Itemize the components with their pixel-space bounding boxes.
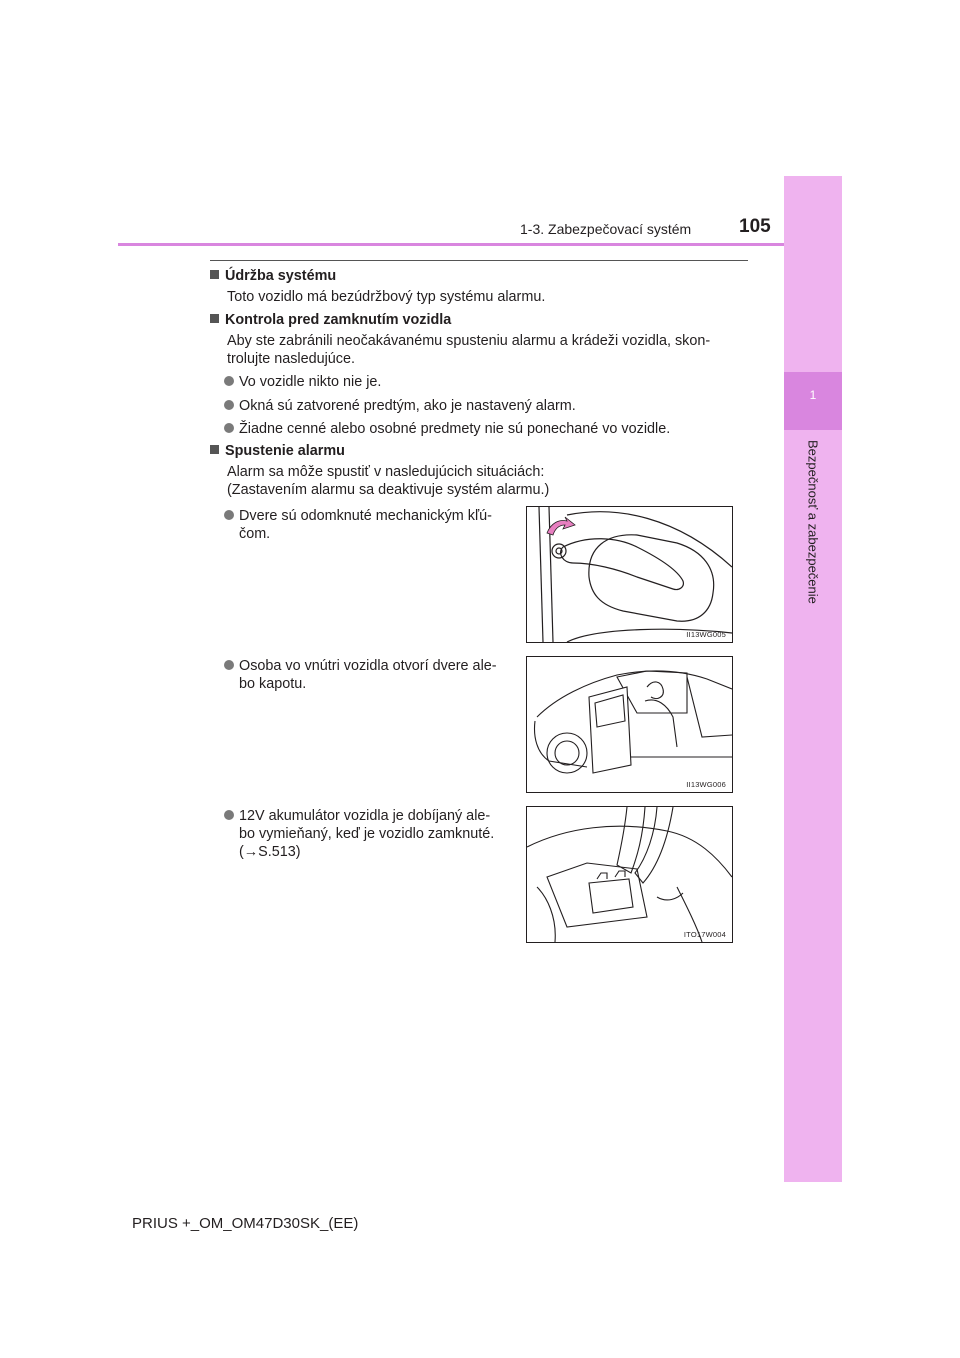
square-bullet-icon [210, 314, 219, 323]
item-person-inside-line2: bo kapotu. [239, 676, 307, 692]
heading-check-before-lock: Kontrola pred zamknutím vozidla [210, 310, 451, 330]
open-door-illustration [527, 657, 732, 792]
chapter-title-vertical [784, 440, 842, 640]
round-bullet-icon [224, 400, 234, 410]
figure-code: II13WG006 [686, 780, 726, 789]
heading-alarm-trigger: Spustenie alarmu [210, 441, 345, 461]
figure-door-handle [526, 506, 733, 643]
item-person-inside-line1: Osoba vo vnútri vozidla otvorí dvere ale- [224, 656, 502, 676]
bullet-windows-closed: Okná sú zatvorené predtým, ako je nastavený alarm. [224, 396, 576, 416]
content-top-rule [210, 260, 748, 261]
bullet-nobody-inside: Vo vozidle nikto nie je. [224, 372, 381, 392]
paragraph-check-line1: Aby ste zabránili neočakávanému spusteniu alarmu a krádeži vozidla, skon- [227, 333, 711, 349]
figure-battery [526, 806, 733, 943]
page-number: 105 [739, 216, 771, 237]
round-bullet-icon [224, 423, 234, 433]
figure-code: ITO17W004 [683, 930, 726, 939]
item-mechanical-key-line2: čom. [239, 526, 271, 542]
paragraph-alarm-line1: Alarm sa môže spustiť v nasledujúcich situáciách: [227, 464, 545, 480]
bullet-no-valuables: Žiadne cenné alebo osobné predmety nie sú ponechané vo vozidle. [224, 419, 670, 439]
figure-open-door [526, 656, 733, 793]
figure-code: II13WG005 [686, 630, 726, 639]
door-handle-illustration [527, 507, 732, 642]
header-rule [118, 243, 784, 246]
square-bullet-icon [210, 270, 219, 279]
heading-maintenance: Údržba systému [210, 266, 336, 286]
paragraph-maintenance: Toto vozidlo má bezúdržbový typ systému alarmu. [227, 289, 546, 305]
chapter-side-tab [784, 176, 842, 1182]
round-bullet-icon [224, 810, 234, 820]
chapter-title: Bezpečnosť a zabezpečenie [805, 440, 821, 604]
paragraph-check-line2: trolujte nasledujúce. [227, 351, 355, 367]
battery-illustration [527, 807, 732, 942]
rotate-arrow-icon [547, 517, 575, 535]
round-bullet-icon [224, 510, 234, 520]
paragraph-alarm-line2: (Zastavením alarmu sa deaktivuje systém alarmu.) [227, 482, 550, 498]
section-title: 1-3. Zabezpečovací systém [520, 221, 692, 237]
item-battery-line3: (→S.513) [239, 844, 301, 860]
document-footer: PRIUS +_OM_OM47D30SK_(EE) [132, 1215, 359, 1232]
chapter-number: 1 [809, 388, 817, 402]
square-bullet-icon [210, 445, 219, 454]
round-bullet-icon [224, 376, 234, 386]
item-battery-line1: 12V akumulátor vozidla je dobíjaný ale- [224, 806, 502, 826]
item-battery-line2: bo vymieňaný, keď je vozidlo zamknuté. [239, 826, 495, 842]
round-bullet-icon [224, 660, 234, 670]
item-mechanical-key-line1: Dvere sú odomknuté mechanickým kľú- [224, 506, 502, 526]
